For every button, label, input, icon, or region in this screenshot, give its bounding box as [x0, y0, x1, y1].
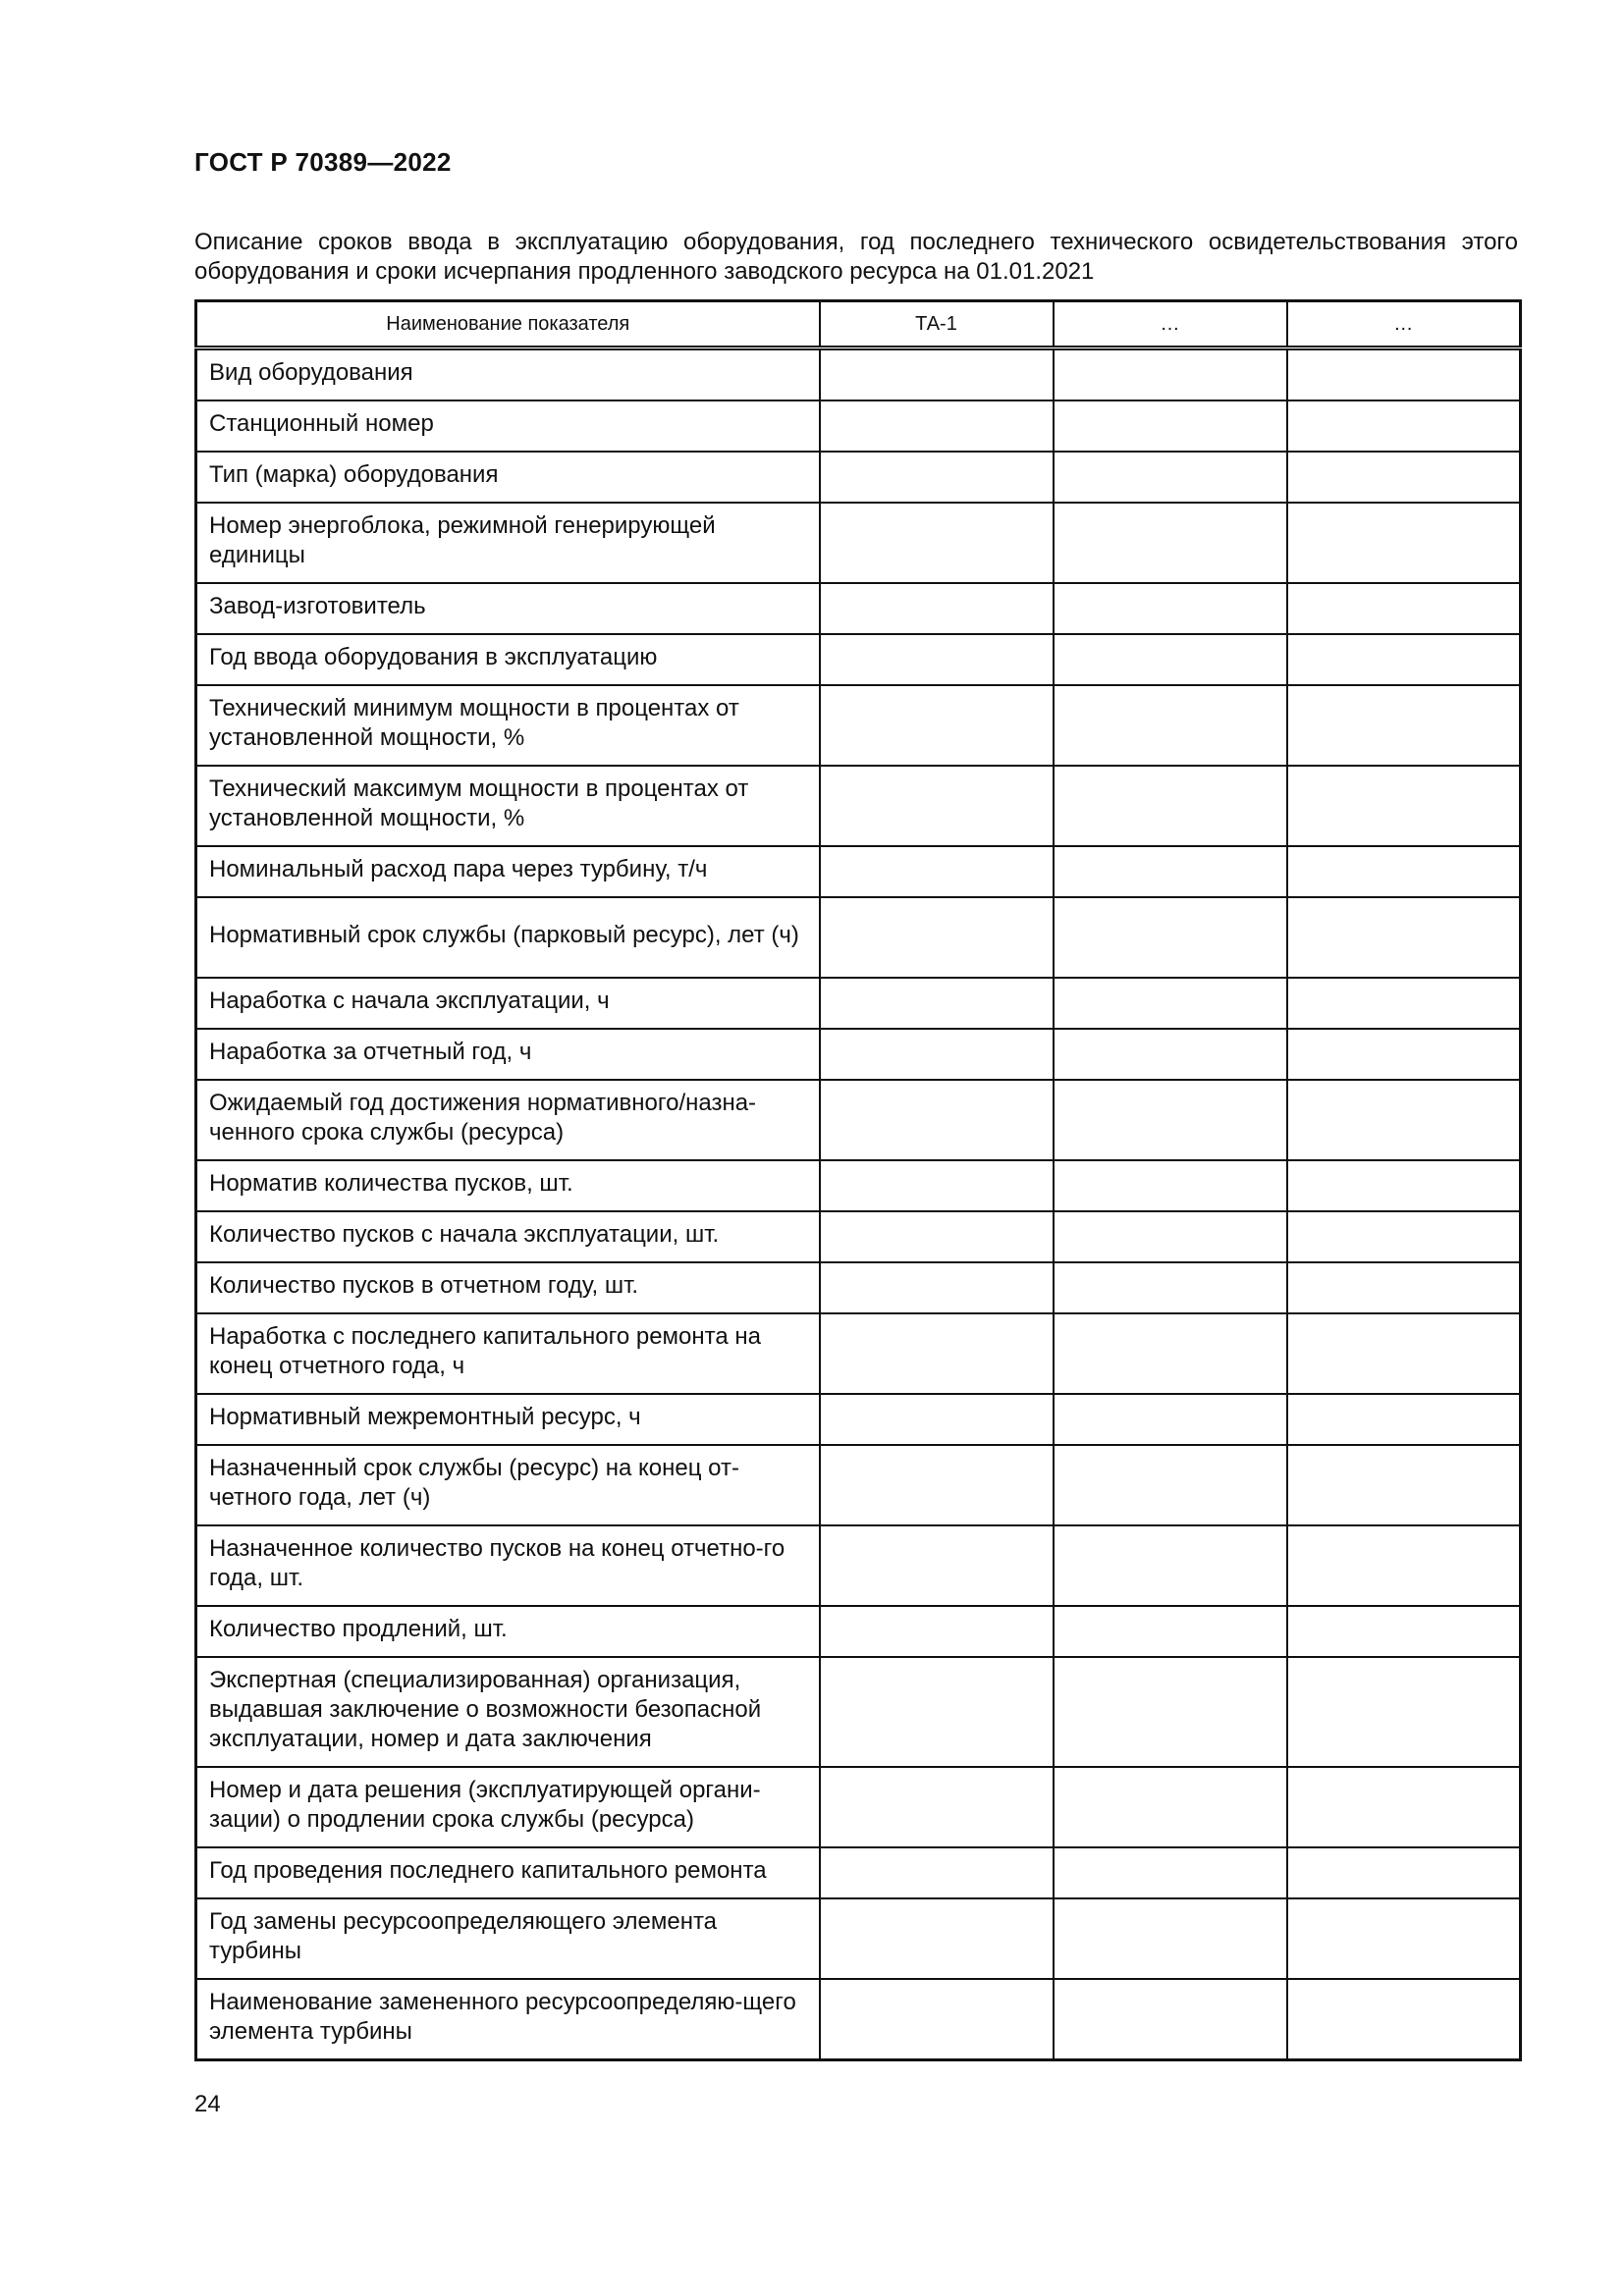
- value-cell[interactable]: [1287, 1979, 1521, 2060]
- indicator-name-cell: Вид оборудования: [196, 348, 820, 401]
- table-caption: Описание сроков ввода в эксплуатацию оборудования, год последнего технического освидетельствования этого оборудования и сроки исчерпания продленного заводского ресурса на 01.01.2021: [194, 229, 1518, 285]
- value-cell[interactable]: [1054, 1657, 1287, 1767]
- value-cell-ta1[interactable]: [820, 1445, 1054, 1525]
- value-cell[interactable]: [1287, 1029, 1521, 1080]
- value-cell[interactable]: [1054, 1160, 1287, 1211]
- indicator-name-cell: Год замены ресурсоопределяющего элемента турбины: [196, 1898, 820, 1979]
- value-cell[interactable]: [1287, 897, 1521, 978]
- table-row: [196, 1767, 1521, 1847]
- column-header-ta1: ТА-1: [820, 301, 1054, 348]
- table-row: [196, 1029, 1521, 1080]
- table-row: [196, 1657, 1521, 1767]
- value-cell[interactable]: [1054, 348, 1287, 401]
- table-header: [196, 301, 1521, 348]
- table-row: [196, 1262, 1521, 1313]
- value-cell[interactable]: [1054, 685, 1287, 766]
- indicator-name-cell: Технический минимум мощности в процентах от установленной мощности, %: [196, 685, 820, 766]
- table-row: [196, 1080, 1521, 1160]
- value-cell[interactable]: [1054, 1979, 1287, 2060]
- indicator-table: [194, 299, 1522, 2061]
- indicator-name-cell: Наработка за отчетный год, ч: [196, 1029, 820, 1080]
- table-row: [196, 1898, 1521, 1979]
- indicator-name-cell: Экспертная (специализированная) организация, выдавшая заключение о возможности безопасной эксплуатации, номер и дата заключения: [196, 1657, 820, 1767]
- value-cell-ta1[interactable]: [820, 1525, 1054, 1606]
- value-cell[interactable]: [1054, 1211, 1287, 1262]
- table-row: [196, 978, 1521, 1029]
- table-row: [196, 634, 1521, 685]
- value-cell[interactable]: [1287, 1313, 1521, 1394]
- indicator-name-cell: Нормативный срок службы (парковый ресурс), лет (ч): [196, 897, 820, 978]
- value-cell[interactable]: [1054, 1898, 1287, 1979]
- indicator-name-cell: Технический максимум мощности в процентах от установленной мощности, %: [196, 766, 820, 846]
- indicator-name-cell: Норматив количества пусков, шт.: [196, 1160, 820, 1211]
- value-cell-ta1[interactable]: [820, 1029, 1054, 1080]
- table-row: [196, 1394, 1521, 1445]
- table-row: [196, 583, 1521, 634]
- value-cell[interactable]: [1287, 583, 1521, 634]
- indicator-name-cell: Номер энергоблока, режимной генерирующей единицы: [196, 503, 820, 583]
- indicator-name-cell: Ожидаемый год достижения нормативного/назна-ченного срока службы (ресурса): [196, 1080, 820, 1160]
- document-code: ГОСТ Р 70389—2022: [194, 147, 452, 177]
- indicator-name-cell: Тип (марка) оборудования: [196, 452, 820, 503]
- value-cell[interactable]: [1054, 766, 1287, 846]
- table-row: [196, 1979, 1521, 2060]
- table-row: [196, 503, 1521, 583]
- value-cell[interactable]: [1054, 1394, 1287, 1445]
- value-cell-ta1[interactable]: [820, 685, 1054, 766]
- value-cell[interactable]: [1054, 400, 1287, 452]
- value-cell-ta1[interactable]: [820, 1847, 1054, 1898]
- table-row: [196, 1211, 1521, 1262]
- table-row: [196, 1525, 1521, 1606]
- value-cell[interactable]: [1287, 1211, 1521, 1262]
- indicator-name-cell: Количество пусков в отчетном году, шт.: [196, 1262, 820, 1313]
- table-row: [196, 766, 1521, 846]
- indicator-name-cell: Наименование замененного ресурсоопределяю-щего элемента турбины: [196, 1979, 820, 2060]
- value-cell[interactable]: [1287, 685, 1521, 766]
- value-cell[interactable]: [1287, 766, 1521, 846]
- value-cell-ta1[interactable]: [820, 1898, 1054, 1979]
- value-cell[interactable]: [1287, 1445, 1521, 1525]
- value-cell[interactable]: [1054, 897, 1287, 978]
- indicator-name-cell: Назначенное количество пусков на конец отчетно-го года, шт.: [196, 1525, 820, 1606]
- value-cell-ta1[interactable]: [820, 400, 1054, 452]
- table-row: [196, 1606, 1521, 1657]
- indicator-name-cell: Год проведения последнего капитального ремонта: [196, 1847, 820, 1898]
- value-cell[interactable]: [1287, 1394, 1521, 1445]
- table-row: [196, 400, 1521, 452]
- value-cell[interactable]: [1287, 1080, 1521, 1160]
- value-cell[interactable]: [1287, 1767, 1521, 1847]
- table-body: [196, 348, 1521, 2060]
- value-cell[interactable]: [1287, 846, 1521, 897]
- indicator-name-cell: Количество продлений, шт.: [196, 1606, 820, 1657]
- column-header-indicator-name: Наименование показателя: [196, 301, 820, 348]
- indicator-name-cell: Наработка с последнего капитального ремонта на конец отчетного года, ч: [196, 1313, 820, 1394]
- value-cell[interactable]: [1287, 1525, 1521, 1606]
- table-row: [196, 1445, 1521, 1525]
- value-cell[interactable]: [1054, 1606, 1287, 1657]
- indicator-name-cell: Номинальный расход пара через турбину, т/ч: [196, 846, 820, 897]
- value-cell[interactable]: [1287, 1262, 1521, 1313]
- indicator-name-cell: Количество пусков с начала эксплуатации, шт.: [196, 1211, 820, 1262]
- value-cell-ta1[interactable]: [820, 766, 1054, 846]
- value-cell-ta1[interactable]: [820, 846, 1054, 897]
- indicator-name-cell: Станционный номер: [196, 400, 820, 452]
- value-cell[interactable]: [1287, 348, 1521, 401]
- table-row: [196, 897, 1521, 978]
- value-cell-ta1[interactable]: [820, 348, 1054, 401]
- value-cell[interactable]: [1054, 1313, 1287, 1394]
- value-cell[interactable]: [1054, 1525, 1287, 1606]
- value-cell[interactable]: [1054, 634, 1287, 685]
- value-cell[interactable]: [1054, 978, 1287, 1029]
- indicator-name-cell: Номер и дата решения (эксплуатирующей органи-зации) о продлении срока службы (ресурса): [196, 1767, 820, 1847]
- value-cell-ta1[interactable]: [820, 1262, 1054, 1313]
- value-cell-ta1[interactable]: [820, 897, 1054, 978]
- table-row: [196, 348, 1521, 401]
- value-cell[interactable]: [1054, 583, 1287, 634]
- indicator-name-cell: Нормативный межремонтный ресурс, ч: [196, 1394, 820, 1445]
- indicator-name-cell: Наработка с начала эксплуатации, ч: [196, 978, 820, 1029]
- value-cell[interactable]: [1054, 503, 1287, 583]
- value-cell[interactable]: [1054, 1767, 1287, 1847]
- value-cell-ta1[interactable]: [820, 1394, 1054, 1445]
- value-cell[interactable]: [1287, 1160, 1521, 1211]
- table-row: [196, 685, 1521, 766]
- value-cell[interactable]: [1287, 978, 1521, 1029]
- indicator-name-cell: Завод-изготовитель: [196, 583, 820, 634]
- value-cell[interactable]: [1287, 1606, 1521, 1657]
- value-cell[interactable]: [1054, 1847, 1287, 1898]
- value-cell-ta1[interactable]: [820, 1080, 1054, 1160]
- value-cell[interactable]: [1054, 846, 1287, 897]
- table-row: [196, 1160, 1521, 1211]
- indicator-name-cell: Год ввода оборудования в эксплуатацию: [196, 634, 820, 685]
- value-cell[interactable]: [1054, 1080, 1287, 1160]
- indicator-name-cell: Назначенный срок службы (ресурс) на конец от-четного года, лет (ч): [196, 1445, 820, 1525]
- table-row: [196, 1847, 1521, 1898]
- column-header-ellipsis: …: [1287, 301, 1521, 348]
- value-cell-ta1[interactable]: [820, 452, 1054, 503]
- value-cell-ta1[interactable]: [820, 1211, 1054, 1262]
- value-cell[interactable]: [1054, 452, 1287, 503]
- value-cell-ta1[interactable]: [820, 1160, 1054, 1211]
- value-cell[interactable]: [1287, 1847, 1521, 1898]
- value-cell[interactable]: [1054, 1262, 1287, 1313]
- value-cell-ta1[interactable]: [820, 1606, 1054, 1657]
- value-cell-ta1[interactable]: [820, 634, 1054, 685]
- value-cell-ta1[interactable]: [820, 583, 1054, 634]
- table-row: [196, 1313, 1521, 1394]
- value-cell-ta1[interactable]: [820, 978, 1054, 1029]
- value-cell[interactable]: [1287, 1898, 1521, 1979]
- table-row: [196, 452, 1521, 503]
- value-cell-ta1[interactable]: [820, 1979, 1054, 2060]
- value-cell-ta1[interactable]: [820, 1767, 1054, 1847]
- value-cell[interactable]: [1287, 503, 1521, 583]
- table-row: [196, 846, 1521, 897]
- column-header-ellipsis: …: [1054, 301, 1287, 348]
- value-cell-ta1[interactable]: [820, 1657, 1054, 1767]
- value-cell[interactable]: [1287, 452, 1521, 503]
- header-row: [196, 301, 1521, 348]
- value-cell[interactable]: [1287, 400, 1521, 452]
- value-cell-ta1[interactable]: [820, 1313, 1054, 1394]
- value-cell[interactable]: [1054, 1445, 1287, 1525]
- value-cell-ta1[interactable]: [820, 503, 1054, 583]
- value-cell[interactable]: [1287, 1657, 1521, 1767]
- value-cell[interactable]: [1287, 634, 1521, 685]
- page-number: 24: [194, 2091, 221, 2117]
- value-cell[interactable]: [1054, 1029, 1287, 1080]
